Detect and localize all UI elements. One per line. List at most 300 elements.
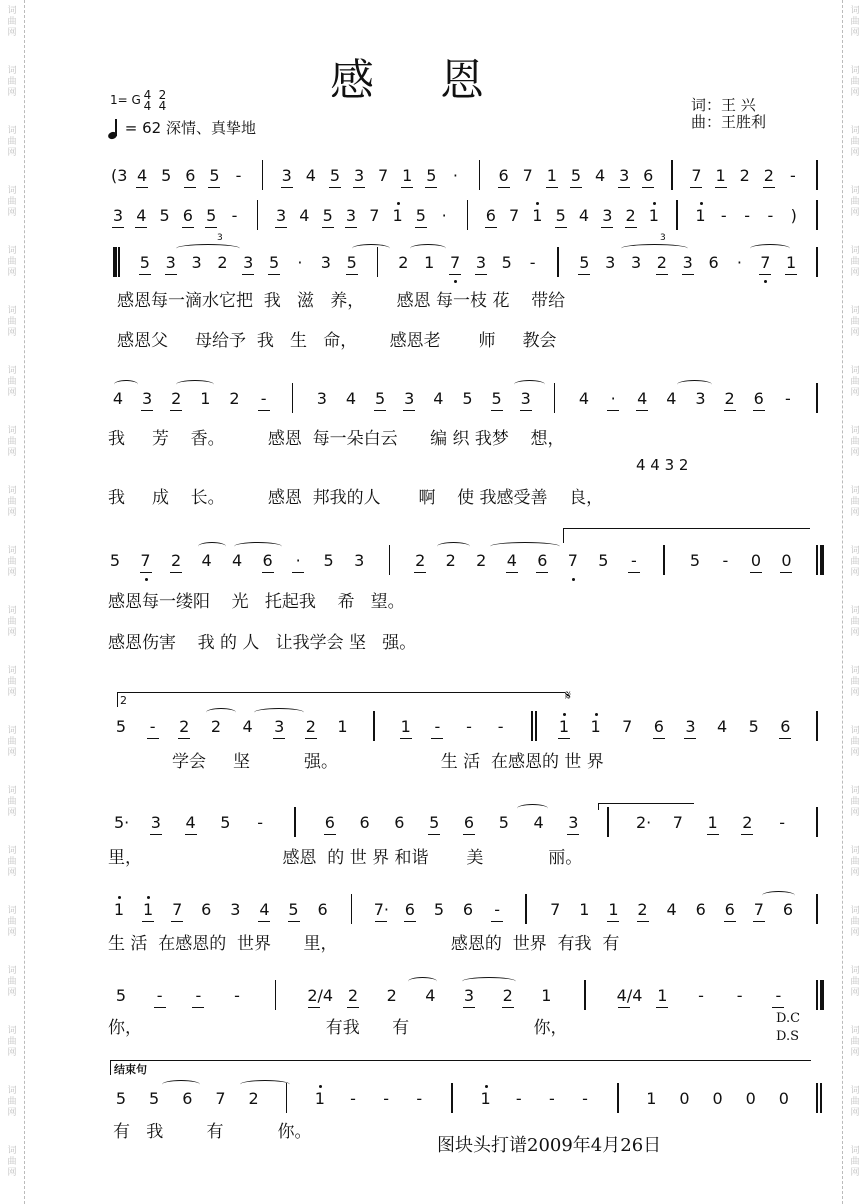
note: - xyxy=(146,717,160,737)
note: 4 xyxy=(425,986,436,1005)
note: 6 xyxy=(780,717,791,736)
note: - xyxy=(582,1089,588,1108)
note: 7 xyxy=(369,206,380,225)
note: - xyxy=(744,206,750,225)
note: 5 xyxy=(322,206,333,225)
note: - xyxy=(784,389,791,408)
note: 2 xyxy=(347,986,359,1005)
note: - xyxy=(790,166,796,185)
note: 5 xyxy=(269,253,280,272)
bar-line xyxy=(467,200,469,230)
note: 3 xyxy=(520,389,531,408)
note: 2 xyxy=(386,986,397,1005)
note: 2 xyxy=(229,389,240,408)
note: 3 xyxy=(463,986,475,1005)
note: 6 xyxy=(182,1089,193,1108)
note: 3 xyxy=(112,206,124,225)
note: 6 xyxy=(324,813,335,832)
note: 2 xyxy=(502,986,513,1005)
watermark-text: 词 曲 网 xyxy=(850,1146,860,1178)
segno-sign: 𝄋 xyxy=(565,688,572,704)
music-row xyxy=(0,717,867,747)
watermark-text: 词 曲 网 xyxy=(850,246,860,278)
note: 3 xyxy=(602,206,613,225)
note: 1 xyxy=(337,717,348,736)
note: 3 xyxy=(281,166,292,185)
bar-line xyxy=(676,200,678,230)
bar-line xyxy=(351,894,353,924)
note: 1 xyxy=(541,986,552,1005)
note: 4 xyxy=(299,206,310,225)
note: · xyxy=(606,389,620,409)
slur xyxy=(677,380,712,389)
note: 4 xyxy=(594,166,606,185)
watermark-text: 词 曲 网 xyxy=(850,366,860,398)
lyric-line: 我 芳 香。 感恩 每一朵白云 编 织 我梦 想， xyxy=(108,429,565,449)
note: 5 xyxy=(206,206,217,225)
note: 1 xyxy=(313,1089,327,1109)
note: 6 xyxy=(182,206,193,225)
note: 1 xyxy=(546,166,557,185)
note: 5 xyxy=(220,813,231,832)
note: 4 xyxy=(136,206,147,225)
slur xyxy=(762,891,795,900)
note: 1 xyxy=(557,717,571,737)
music-row xyxy=(0,551,867,581)
music-row xyxy=(0,1089,867,1119)
note: 1 xyxy=(786,253,797,272)
slur xyxy=(240,1080,290,1089)
bar-line xyxy=(535,711,537,741)
note: 5 xyxy=(329,166,341,185)
note: 4 xyxy=(259,900,270,919)
lyricist-credit: 词：王 兴 xyxy=(691,96,756,114)
note: 3 xyxy=(320,253,331,272)
note: 7 xyxy=(139,551,153,571)
note: 7 xyxy=(758,253,772,273)
note: 1 xyxy=(707,813,718,832)
watermark-text: 词 曲 网 xyxy=(850,666,860,698)
note: 5 xyxy=(375,389,386,408)
bar-line xyxy=(816,545,818,575)
note: 1 xyxy=(646,1089,657,1108)
note: 0 xyxy=(778,1089,789,1108)
note: 6 xyxy=(317,900,328,919)
note: 1 xyxy=(694,206,708,226)
note: 5 xyxy=(346,253,357,272)
note: 6 xyxy=(782,900,793,919)
note: 2 xyxy=(763,166,774,185)
note: 6 xyxy=(724,900,735,919)
bar-line xyxy=(113,247,117,277)
note: 3 xyxy=(404,389,415,408)
note: 5 xyxy=(115,717,127,736)
note: 6 xyxy=(753,389,764,408)
watermark-text: 词 曲 网 xyxy=(850,906,860,938)
note: - xyxy=(497,717,504,736)
note: - xyxy=(350,1089,356,1108)
bar-line xyxy=(118,247,120,277)
note: 0 xyxy=(712,1089,723,1108)
lyric-line: 里， 感恩 的 世 界 和谐 美 丽。 xyxy=(108,848,583,868)
bar-line xyxy=(816,807,818,837)
bar-line xyxy=(816,383,818,413)
note: 5 xyxy=(433,900,444,919)
note: 5 xyxy=(555,206,566,225)
bar-line xyxy=(820,545,824,575)
watermark-text: 词 曲 网 xyxy=(7,306,17,338)
note: 1 xyxy=(402,166,413,185)
note: - xyxy=(490,900,504,920)
note: 7 xyxy=(566,551,580,571)
note: 1 xyxy=(424,253,435,272)
bar-line xyxy=(816,1083,818,1113)
note: 7 xyxy=(672,813,683,832)
note: 5 xyxy=(570,166,582,185)
volta-2-bracket xyxy=(117,692,565,707)
watermark-text: 词 曲 网 xyxy=(7,1026,17,1058)
bar-line xyxy=(816,711,818,741)
watermark-text: 词 曲 网 xyxy=(850,306,860,338)
note: 4 xyxy=(666,900,677,919)
music-row xyxy=(0,233,867,283)
watermark-text: 词 曲 网 xyxy=(7,606,17,638)
watermark-text: 词 曲 网 xyxy=(850,1086,860,1118)
watermark-text: 词 曲 网 xyxy=(850,966,860,998)
note: - xyxy=(720,206,727,225)
note: 4 xyxy=(506,551,517,570)
note: - xyxy=(722,551,729,570)
bar-line xyxy=(262,160,264,190)
watermark-text: 词 曲 网 xyxy=(7,246,17,278)
bar-line xyxy=(820,1083,822,1113)
lyric-line: 你， 有我 有 你， xyxy=(108,1018,568,1038)
note: 1 xyxy=(530,206,544,226)
watermark-text: 词 曲 网 xyxy=(7,186,17,218)
note: 5 xyxy=(288,900,299,919)
note: 5 xyxy=(689,551,700,570)
bar-line xyxy=(257,200,259,230)
note: 6 xyxy=(201,900,212,919)
note: 1 xyxy=(391,206,405,226)
note: 2 xyxy=(656,253,667,272)
bar-line xyxy=(617,1083,619,1113)
note: - xyxy=(191,986,205,1006)
watermark-text: 词 曲 网 xyxy=(7,66,17,98)
slur xyxy=(621,244,688,253)
note: - xyxy=(779,813,786,832)
note: 4/4 xyxy=(616,986,643,1005)
note: 3 xyxy=(685,717,696,736)
watermark-text: 词 曲 网 xyxy=(850,6,860,38)
triplet-mark: 3 xyxy=(217,233,223,243)
bar-line xyxy=(525,894,527,924)
watermark-text: 词 曲 网 xyxy=(850,846,860,878)
note: 2 xyxy=(739,166,750,185)
note: - xyxy=(234,986,240,1005)
note: 1 xyxy=(141,900,155,920)
note: 7 xyxy=(448,253,462,273)
note: 1 xyxy=(608,900,619,919)
alt-notes: 4 4 3 2 xyxy=(636,456,689,474)
note: - xyxy=(627,551,641,571)
note: 2 xyxy=(625,206,636,225)
note: 1 xyxy=(657,986,668,1005)
watermark-text: 词 曲 网 xyxy=(7,846,17,878)
note: 3 xyxy=(605,253,616,272)
note: 6 xyxy=(359,813,370,832)
quarter-note-icon xyxy=(108,119,120,139)
note: 3 xyxy=(619,166,630,185)
note: 3 xyxy=(276,206,287,225)
note: 6 xyxy=(498,166,509,185)
note: 5 xyxy=(598,551,609,570)
slur xyxy=(162,1080,200,1089)
note: - xyxy=(257,389,271,409)
note: 3 xyxy=(150,813,161,832)
watermark-text: 词 曲 网 xyxy=(7,666,17,698)
note: 4 xyxy=(201,551,212,570)
slur xyxy=(437,542,470,551)
music-row xyxy=(0,206,867,236)
lyric-line: 感恩父 母给予 我 生 命， 感恩老 师 教会 xyxy=(117,331,557,351)
slur xyxy=(206,708,236,717)
watermark-text: 词 曲 网 xyxy=(850,1026,860,1058)
note: 3 xyxy=(191,253,202,272)
bar-line xyxy=(294,807,296,837)
note: 7 xyxy=(550,900,561,919)
note: 3 xyxy=(142,389,153,408)
bar-line xyxy=(292,383,294,413)
bar-line xyxy=(663,545,665,575)
note: · xyxy=(441,206,447,225)
music-row xyxy=(0,389,867,419)
slur xyxy=(462,977,516,986)
tempo-marking xyxy=(108,117,256,139)
note: - xyxy=(231,206,238,225)
watermark-text: 词 曲 网 xyxy=(7,546,17,578)
meter-2-4: 2 4 xyxy=(158,88,167,113)
note: 2 xyxy=(248,1089,259,1108)
note: 7 xyxy=(509,206,520,225)
note: 2· xyxy=(636,813,652,832)
note: 5 xyxy=(748,717,759,736)
note: 4 xyxy=(231,551,243,570)
note: 3 xyxy=(345,206,357,225)
slur xyxy=(750,244,790,253)
note: 3 xyxy=(354,551,365,570)
note: 2 xyxy=(210,717,221,736)
ds-marking: D.S xyxy=(776,1029,799,1044)
slur xyxy=(176,380,214,389)
note: 4 xyxy=(637,389,648,408)
note: 1 xyxy=(400,717,411,736)
note: - xyxy=(698,986,704,1005)
note: 4 xyxy=(433,389,444,408)
slur xyxy=(408,977,437,986)
note: 6 xyxy=(394,813,405,832)
note: 5 xyxy=(491,389,502,408)
triplet-mark: 3 xyxy=(660,233,666,243)
slur xyxy=(517,804,548,813)
bar-line xyxy=(671,160,673,190)
note: 1 xyxy=(579,900,590,919)
lyric-line: 生 活 在感恩的 世界 里， 感恩的 世界 有我 有 xyxy=(108,934,620,954)
watermark-text: 词 曲 网 xyxy=(7,126,17,158)
bar-line xyxy=(816,247,818,277)
note: 3 xyxy=(682,253,693,272)
note: 7 xyxy=(753,900,764,919)
note: (3 xyxy=(111,166,128,185)
note: 5 xyxy=(209,166,220,185)
note: 4 xyxy=(578,389,590,408)
watermark-text: 词 曲 网 xyxy=(850,726,860,758)
note: · xyxy=(452,166,458,185)
note: 5 xyxy=(429,813,440,832)
note: 4 xyxy=(185,813,196,832)
note: 3 xyxy=(353,166,365,185)
slur xyxy=(176,244,240,253)
watermark-text: 词 曲 网 xyxy=(7,1086,17,1118)
watermark-text: 词 曲 网 xyxy=(850,606,860,638)
note: 5· xyxy=(114,813,130,832)
lyric-line: 感恩每一滴水它把 我 滋 养， 感恩 每一枝 花 带给 xyxy=(117,291,566,311)
note: - xyxy=(548,1089,555,1108)
note: 5 xyxy=(161,166,172,185)
note: - xyxy=(257,813,264,832)
note: 5 xyxy=(426,166,437,185)
note: 7 xyxy=(172,900,183,919)
note: 7 xyxy=(522,166,533,185)
note: 5 xyxy=(579,253,590,272)
note: 7· xyxy=(373,900,390,919)
note: 1 xyxy=(112,900,126,920)
lyric-line: 我 成 长。 感恩 邦我的人 啊 使 我感受善 良， xyxy=(108,488,604,508)
note: 6 xyxy=(404,900,415,919)
note: 0 xyxy=(745,1089,756,1108)
note: 3 xyxy=(475,253,487,272)
watermark-text: 词 曲 网 xyxy=(7,726,17,758)
volta-1-bracket xyxy=(563,528,810,543)
bar-line xyxy=(389,545,391,575)
key-signature: 1= G xyxy=(110,93,141,107)
note: - xyxy=(767,206,774,225)
watermark-text: 词 曲 网 xyxy=(7,426,17,458)
note: 0 xyxy=(781,551,792,570)
note: 3 xyxy=(695,389,706,408)
bar-line xyxy=(275,980,277,1010)
watermark-text: 词 曲 网 xyxy=(7,366,17,398)
bar-line xyxy=(584,980,586,1010)
note: 4 xyxy=(533,813,544,832)
note: - xyxy=(153,986,167,1006)
note: 6 xyxy=(463,813,475,832)
bar-line xyxy=(557,247,559,277)
bar-line xyxy=(816,160,818,190)
note: 4 xyxy=(242,717,253,736)
note: 5 xyxy=(115,1089,127,1108)
note: 5 xyxy=(139,253,150,272)
note: 2 xyxy=(170,551,182,570)
note: - xyxy=(235,166,242,185)
note: 5 xyxy=(498,813,509,832)
note: 5 xyxy=(462,389,473,408)
slur xyxy=(514,380,545,389)
note: 6 xyxy=(695,900,706,919)
note: - xyxy=(383,1089,390,1108)
note: 4 xyxy=(666,389,677,408)
note: 4 xyxy=(345,389,357,408)
note: 2 xyxy=(171,389,182,408)
watermark-text: 词 曲 网 xyxy=(7,966,17,998)
note: 6 xyxy=(653,717,664,736)
watermark-text: 词 曲 网 xyxy=(850,66,860,98)
meter-4-4: 4 4 xyxy=(143,88,152,113)
watermark-text: 词 曲 网 xyxy=(7,6,17,38)
music-row xyxy=(0,900,867,930)
note: 2 xyxy=(217,253,228,272)
music-row xyxy=(0,166,867,196)
note: 2 xyxy=(445,551,456,570)
note: 7 xyxy=(378,166,389,185)
note: 4 xyxy=(305,166,316,185)
note: 2 xyxy=(742,813,753,832)
watermark-text: 词 曲 网 xyxy=(7,486,17,518)
note: 2 xyxy=(724,389,735,408)
note: · xyxy=(297,253,303,272)
note: 1 xyxy=(589,717,603,737)
lyric-line: 有 我 有 你。 xyxy=(113,1122,312,1142)
note: 3 xyxy=(243,253,254,272)
slur xyxy=(254,708,304,717)
engraving-credit: 图块头打谱2009年4月26日 xyxy=(437,1135,662,1156)
volta-2-number: 2 xyxy=(120,694,127,707)
note: 3 xyxy=(568,813,579,832)
watermark-text: 词 曲 网 xyxy=(850,786,860,818)
watermark-text: 词 曲 网 xyxy=(7,786,17,818)
note: - xyxy=(529,253,536,272)
bar-line xyxy=(816,200,818,230)
note: 5 xyxy=(149,1089,160,1108)
lyric-line: 学会 坚 强。 生 活 在感恩的 世 界 xyxy=(172,752,604,772)
note: 1 xyxy=(479,1089,493,1109)
note: ) xyxy=(790,206,797,225)
note: 6 xyxy=(262,551,273,570)
slur xyxy=(114,380,138,389)
slur xyxy=(410,244,446,253)
note: · xyxy=(736,253,742,272)
note: 5 xyxy=(501,253,512,272)
note: 2 xyxy=(415,551,426,570)
note: - xyxy=(771,986,785,1006)
dc-marking: D.C xyxy=(776,1011,801,1026)
slur xyxy=(352,244,390,253)
note: 5 xyxy=(415,206,426,225)
note: 1 xyxy=(200,389,211,408)
bar-line xyxy=(373,711,375,741)
note: 2/4 xyxy=(307,986,334,1005)
watermark-text: 词 曲 网 xyxy=(7,1146,17,1178)
bar-line xyxy=(554,383,556,413)
note: · xyxy=(291,551,305,571)
composer-credit: 曲：王胜利 xyxy=(691,113,767,131)
alt-notes-row xyxy=(0,456,867,486)
song-title: 感恩 xyxy=(330,55,550,106)
note: 2 xyxy=(476,551,487,570)
note: 3 xyxy=(230,900,241,919)
ending-bracket xyxy=(110,1060,811,1075)
watermark-text: 词 曲 网 xyxy=(850,426,860,458)
